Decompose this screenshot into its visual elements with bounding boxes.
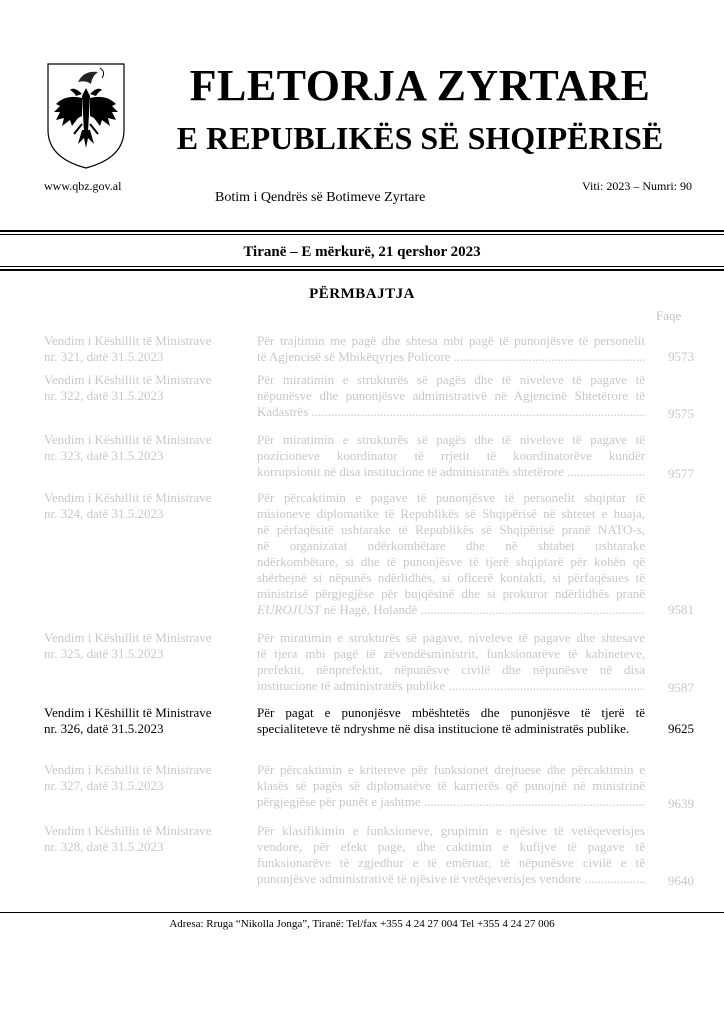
contents-title: PËRMBAJTJA (309, 286, 415, 302)
entry-page-number: 9581 (668, 602, 694, 617)
entry-description: Për përcaktimin e kritereve për funksionet drejtuese dhe përcaktimin e klasës së pagës së diplomatëve të karrierës që punojnë në ministrinë përgjegjëse për punët e jashtme ..... (257, 762, 645, 810)
publisher-line: Botim i Qendrës së Botimeve Zyrtare (215, 190, 426, 205)
entry-description: Për miratimin e strukturës së pagës dhe të niveleve të pagave të pozicioneve koordinator të rrjetit të koordinatorëve kundër korrupsionit në disa institucione të administratës shtetërore ..... (257, 432, 645, 480)
entry-description: Për miratimin e strukturës së pagave, niveleve të pagave dhe shtesave të tjera mbi pagë të zëvendësministrit, funksionarëve të kabineteve, prefektit, nënprefektit, nëpunësve civilë dhe nëpunësve në disa institucione të administratës publike ..... (257, 630, 645, 694)
entry-source: Vendim i Këshillit të Ministrave nr. 321, datë 31.5.2023 (44, 333, 212, 364)
entry-page-number: 9639 (668, 796, 694, 811)
issue-number: Viti: 2023 – Numri: 90 (582, 179, 692, 193)
entry-page-number: 9587 (668, 680, 694, 695)
entry-source: Vendim i Këshillit të Ministrave nr. 324, datë 31.5.2023 (44, 490, 212, 521)
contents-entry-323[interactable] (44, 432, 694, 482)
contents-entry-321[interactable] (44, 333, 694, 367)
page-column-header: Faqe (656, 308, 682, 323)
entry-page-number: 9575 (668, 406, 694, 421)
entry-description: Për klasifikimin e funksioneve, grupimin e njësive të vetëqeverisjes vendore, për efekt page, dhe caktimin e kufijve të pagave të funksionarëve të zgjedhur e të emëruar, të nëpunësve civilë e të punonjësve administrativë të njësive të vetëqeverisjes vendore ..... (257, 823, 645, 887)
entry-description: Për miratimin e strukturës së pagës dhe të niveleve të pagave të nëpunësve dhe punonjësve administrativë në Agjencinë Shtetërore të Kadastrës ..... (257, 372, 645, 420)
entry-source: Vendim i Këshillit të Ministrave nr. 328, datë 31.5.2023 (44, 823, 212, 854)
entry-source: Vendim i Këshillit të Ministrave nr. 327, datë 31.5.2023 (44, 762, 212, 793)
entry-page-number: 9573 (668, 349, 694, 364)
contents-entry-327[interactable] (44, 762, 694, 812)
date-rule-thin (0, 266, 724, 267)
entry-description: Për përcaktimin e pagave të punonjësve të personelit shqiptar të misioneve diplomatike të Republikës së Shqipërisë në shtetet e huaja, në përfaqësitë ushtarake të Republikës së Shqipërisë pranë NATO-s, në organizatat ndërkombëtare dhe në shtabet ushtarake ndërkombëtare, si dhe të punonjësve të tjerë shqiptarë për kohën që shërbejnë si nëpunës ndërlidhës, si oficerë kontakti, si përfaqësues të ministrisë përgjegjëse për bujqësinë dhe si prokuror ndërlidhës pranë EUROJUST në Hagë, Holandë ..... (257, 490, 645, 618)
publication-title: FLETORJA ZYRTARE (189, 61, 651, 110)
website-link[interactable]: www.qbz.gov.al (44, 179, 122, 193)
header-rule-thick (0, 230, 724, 232)
albanian-eagle-emblem-icon (44, 60, 128, 172)
contents-entry-322[interactable] (44, 372, 694, 422)
entry-description: Për pagat e punonjësve mbështetës dhe punonjësve të tjerë të specialiteteve të ndryshme në disa institucione të administratës publike. (257, 705, 645, 736)
header-rule-thin (0, 234, 724, 235)
contents-entry-325[interactable] (44, 630, 694, 696)
entry-page-number: 9625 (668, 721, 694, 736)
contents-entry-326[interactable] (44, 705, 694, 739)
date-rule-thick (0, 269, 724, 271)
contents-entry-328[interactable] (44, 823, 694, 889)
entry-source: Vendim i Këshillit të Ministrave nr. 325, datë 31.5.2023 (44, 630, 212, 661)
issue-date: Tiranë – E mërkurë, 21 qershor 2023 (243, 244, 481, 260)
entry-source: Vendim i Këshillit të Ministrave nr. 323, datë 31.5.2023 (44, 432, 212, 463)
footer-address: Adresa: Rruga “Nikolla Jonga”, Tiranë: Tel/fax +355 4 24 27 004 Tel +355 4 24 27 006 (169, 918, 555, 930)
entry-page-number: 9577 (668, 466, 694, 481)
publication-subtitle: E REPUBLIKËS SË SHQIPËRISË (176, 120, 664, 156)
entry-description: Për trajtimin me pagë dhe shtesa mbi pagë të punonjësve të personelit të Agjencisë së Mbikëqyrjes Policore ..... (257, 333, 645, 365)
footer-rule (0, 912, 724, 913)
entry-page-number: 9640 (668, 873, 694, 888)
entry-source: Vendim i Këshillit të Ministrave nr. 322, datë 31.5.2023 (44, 372, 212, 403)
contents-entry-324[interactable] (44, 490, 694, 620)
entry-source: Vendim i Këshillit të Ministrave nr. 326, datë 31.5.2023 (44, 705, 212, 736)
